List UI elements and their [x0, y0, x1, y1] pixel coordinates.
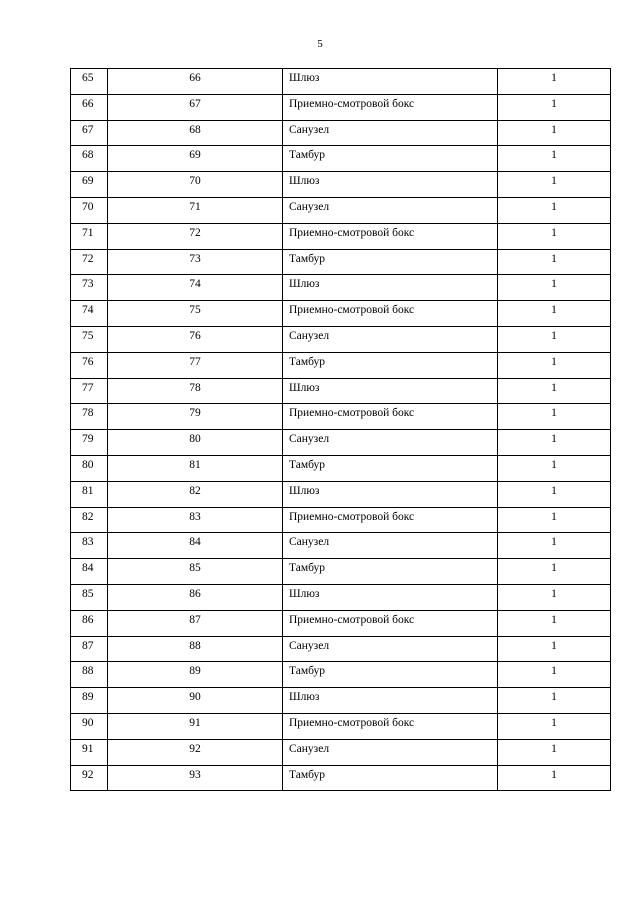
quantity-cell: 1	[498, 172, 611, 198]
quantity-cell: 1	[498, 559, 611, 585]
row-index-cell: 83	[71, 533, 108, 559]
room-number-cell: 75	[108, 301, 283, 327]
table-row	[71, 378, 611, 404]
room-number-cell: 74	[108, 275, 283, 301]
quantity-cell: 1	[498, 533, 611, 559]
table-row	[71, 739, 611, 765]
table-row	[71, 430, 611, 456]
row-index-cell: 79	[71, 430, 108, 456]
room-name-cell: Шлюз	[283, 69, 498, 95]
quantity-cell: 1	[498, 481, 611, 507]
room-number-cell: 80	[108, 430, 283, 456]
table-row	[71, 584, 611, 610]
row-index-cell: 87	[71, 636, 108, 662]
quantity-cell: 1	[498, 146, 611, 172]
row-index-cell: 75	[71, 326, 108, 352]
table-row	[71, 713, 611, 739]
quantity-cell: 1	[498, 275, 611, 301]
row-index-cell: 68	[71, 146, 108, 172]
room-name-cell: Шлюз	[283, 275, 498, 301]
table-row	[71, 146, 611, 172]
room-name-cell: Шлюз	[283, 172, 498, 198]
room-number-cell: 89	[108, 662, 283, 688]
room-number-cell: 84	[108, 533, 283, 559]
room-name-cell: Шлюз	[283, 481, 498, 507]
quantity-cell: 1	[498, 352, 611, 378]
row-index-cell: 80	[71, 455, 108, 481]
table-row	[71, 249, 611, 275]
room-number-cell: 81	[108, 455, 283, 481]
table-row	[71, 688, 611, 714]
rooms-table	[70, 68, 611, 791]
room-name-cell: Санузел	[283, 197, 498, 223]
room-name-cell: Санузел	[283, 120, 498, 146]
row-index-cell: 72	[71, 249, 108, 275]
room-number-cell: 72	[108, 223, 283, 249]
quantity-cell: 1	[498, 120, 611, 146]
row-index-cell: 65	[71, 69, 108, 95]
table-row	[71, 610, 611, 636]
room-number-cell: 71	[108, 197, 283, 223]
room-number-cell: 73	[108, 249, 283, 275]
table-body	[71, 69, 611, 791]
room-number-cell: 83	[108, 507, 283, 533]
quantity-cell: 1	[498, 378, 611, 404]
room-name-cell: Санузел	[283, 326, 498, 352]
quantity-cell: 1	[498, 249, 611, 275]
room-number-cell: 88	[108, 636, 283, 662]
room-number-cell: 86	[108, 584, 283, 610]
table-row	[71, 223, 611, 249]
room-number-cell: 78	[108, 378, 283, 404]
room-number-cell: 68	[108, 120, 283, 146]
row-index-cell: 74	[71, 301, 108, 327]
table-row	[71, 455, 611, 481]
room-name-cell: Санузел	[283, 533, 498, 559]
quantity-cell: 1	[498, 94, 611, 120]
room-name-cell: Тамбур	[283, 662, 498, 688]
row-index-cell: 92	[71, 765, 108, 791]
quantity-cell: 1	[498, 223, 611, 249]
row-index-cell: 67	[71, 120, 108, 146]
room-number-cell: 77	[108, 352, 283, 378]
row-index-cell: 77	[71, 378, 108, 404]
quantity-cell: 1	[498, 688, 611, 714]
room-name-cell: Приемно-смотровой бокс	[283, 507, 498, 533]
table-row	[71, 94, 611, 120]
row-index-cell: 90	[71, 713, 108, 739]
room-number-cell: 87	[108, 610, 283, 636]
row-index-cell: 86	[71, 610, 108, 636]
quantity-cell: 1	[498, 326, 611, 352]
quantity-cell: 1	[498, 584, 611, 610]
room-number-cell: 82	[108, 481, 283, 507]
room-number-cell: 67	[108, 94, 283, 120]
room-name-cell: Тамбур	[283, 455, 498, 481]
room-name-cell: Приемно-смотровой бокс	[283, 301, 498, 327]
row-index-cell: 89	[71, 688, 108, 714]
room-number-cell: 66	[108, 69, 283, 95]
room-number-cell: 91	[108, 713, 283, 739]
room-name-cell: Шлюз	[283, 378, 498, 404]
room-number-cell: 85	[108, 559, 283, 585]
row-index-cell: 82	[71, 507, 108, 533]
table-row	[71, 120, 611, 146]
room-name-cell: Шлюз	[283, 688, 498, 714]
table-row	[71, 636, 611, 662]
room-name-cell: Приемно-смотровой бокс	[283, 713, 498, 739]
room-number-cell: 70	[108, 172, 283, 198]
table-row	[71, 662, 611, 688]
table-row	[71, 301, 611, 327]
room-name-cell: Санузел	[283, 430, 498, 456]
room-name-cell: Шлюз	[283, 584, 498, 610]
quantity-cell: 1	[498, 662, 611, 688]
room-name-cell: Тамбур	[283, 559, 498, 585]
row-index-cell: 73	[71, 275, 108, 301]
row-index-cell: 84	[71, 559, 108, 585]
quantity-cell: 1	[498, 636, 611, 662]
quantity-cell: 1	[498, 69, 611, 95]
row-index-cell: 66	[71, 94, 108, 120]
room-number-cell: 69	[108, 146, 283, 172]
room-number-cell: 92	[108, 739, 283, 765]
quantity-cell: 1	[498, 430, 611, 456]
quantity-cell: 1	[498, 507, 611, 533]
room-name-cell: Приемно-смотровой бокс	[283, 404, 498, 430]
table-row	[71, 559, 611, 585]
room-name-cell: Тамбур	[283, 765, 498, 791]
row-index-cell: 88	[71, 662, 108, 688]
row-index-cell: 78	[71, 404, 108, 430]
row-index-cell: 69	[71, 172, 108, 198]
room-name-cell: Приемно-смотровой бокс	[283, 223, 498, 249]
table-row	[71, 404, 611, 430]
table-row	[71, 326, 611, 352]
quantity-cell: 1	[498, 765, 611, 791]
row-index-cell: 85	[71, 584, 108, 610]
table-row	[71, 507, 611, 533]
table-row	[71, 481, 611, 507]
room-name-cell: Тамбур	[283, 146, 498, 172]
quantity-cell: 1	[498, 739, 611, 765]
quantity-cell: 1	[498, 301, 611, 327]
room-name-cell: Санузел	[283, 739, 498, 765]
table-row	[71, 172, 611, 198]
quantity-cell: 1	[498, 197, 611, 223]
table-row	[71, 275, 611, 301]
table-row	[71, 352, 611, 378]
table-row	[71, 765, 611, 791]
room-name-cell: Приемно-смотровой бокс	[283, 94, 498, 120]
table-row	[71, 533, 611, 559]
room-number-cell: 76	[108, 326, 283, 352]
room-number-cell: 93	[108, 765, 283, 791]
quantity-cell: 1	[498, 455, 611, 481]
table-row	[71, 197, 611, 223]
row-index-cell: 81	[71, 481, 108, 507]
room-name-cell: Тамбур	[283, 352, 498, 378]
quantity-cell: 1	[498, 713, 611, 739]
room-name-cell: Санузел	[283, 636, 498, 662]
room-number-cell: 90	[108, 688, 283, 714]
room-name-cell: Тамбур	[283, 249, 498, 275]
room-name-cell: Приемно-смотровой бокс	[283, 610, 498, 636]
row-index-cell: 91	[71, 739, 108, 765]
room-number-cell: 79	[108, 404, 283, 430]
row-index-cell: 76	[71, 352, 108, 378]
row-index-cell: 71	[71, 223, 108, 249]
page-number: 5	[317, 38, 323, 50]
quantity-cell: 1	[498, 404, 611, 430]
table-row	[71, 69, 611, 95]
quantity-cell: 1	[498, 610, 611, 636]
row-index-cell: 70	[71, 197, 108, 223]
